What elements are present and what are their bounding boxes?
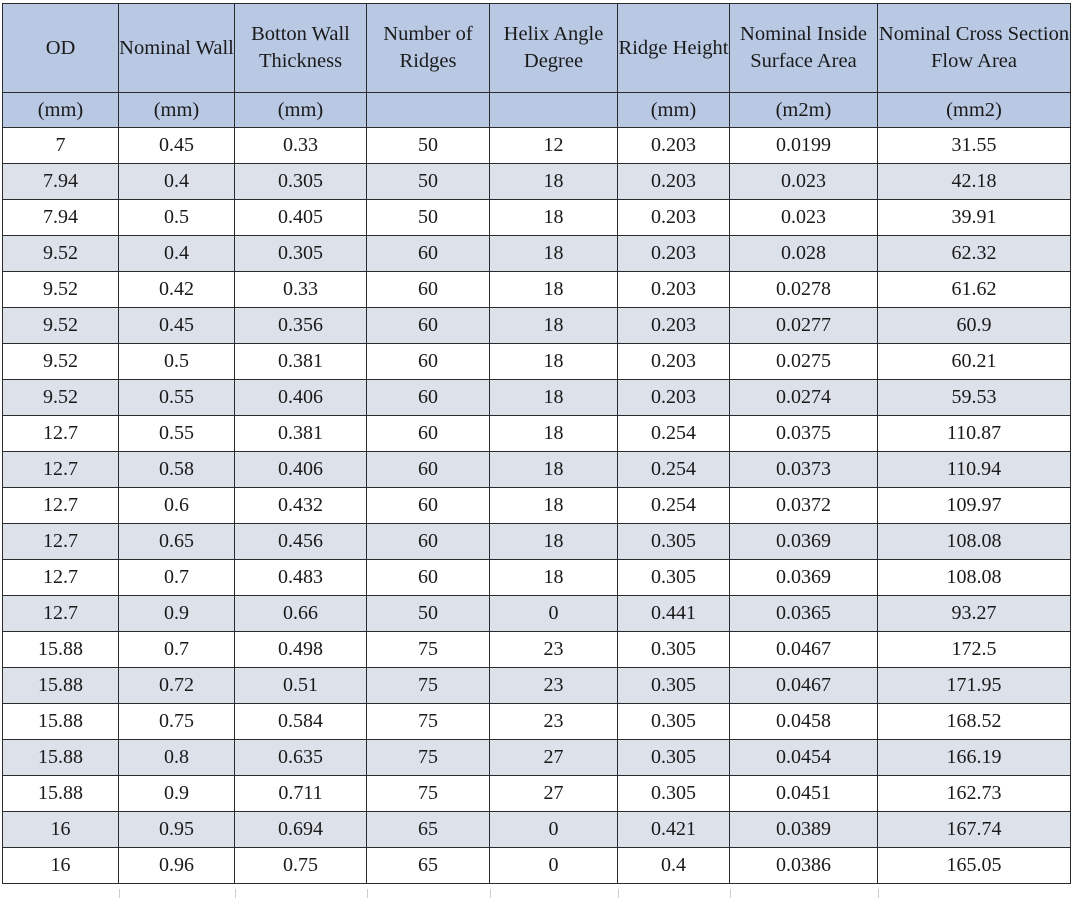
cell-bottom-wall-thickness: 0.406 [235, 380, 367, 416]
cell-bottom-wall-thickness: 0.51 [235, 668, 367, 704]
cell-inside-surface-area: 0.0369 [730, 524, 878, 560]
cell-nominal-wall: 0.9 [119, 596, 235, 632]
table-row [3, 632, 1071, 668]
spec-table [2, 3, 1071, 884]
cell-helix-angle: 18 [490, 272, 618, 308]
cell-od: 16 [3, 848, 119, 884]
cell-inside-surface-area: 0.0372 [730, 488, 878, 524]
grid-stub [367, 889, 368, 898]
cell-bottom-wall-thickness: 0.75 [235, 848, 367, 884]
cell-od: 12.7 [3, 488, 119, 524]
cell-od: 9.52 [3, 272, 119, 308]
cell-inside-surface-area: 0.0365 [730, 596, 878, 632]
cell-ridge-height: 0.203 [618, 164, 730, 200]
cell-od: 9.52 [3, 380, 119, 416]
table-row [3, 380, 1071, 416]
cell-helix-angle: 18 [490, 200, 618, 236]
cell-cross-section-flow-area: 162.73 [878, 776, 1071, 812]
cell-cross-section-flow-area: 110.87 [878, 416, 1071, 452]
cell-helix-angle: 23 [490, 632, 618, 668]
column-header-inside-surface-area: Nominal Inside Surface Area [730, 4, 878, 93]
cell-nominal-wall: 0.7 [119, 560, 235, 596]
cell-inside-surface-area: 0.0275 [730, 344, 878, 380]
table-row [3, 200, 1071, 236]
cell-bottom-wall-thickness: 0.405 [235, 200, 367, 236]
table-row [3, 812, 1071, 848]
cell-inside-surface-area: 0.0389 [730, 812, 878, 848]
cell-bottom-wall-thickness: 0.584 [235, 704, 367, 740]
unit-helix-angle [490, 93, 618, 128]
cell-nominal-wall: 0.4 [119, 236, 235, 272]
cell-helix-angle: 12 [490, 128, 618, 164]
cell-cross-section-flow-area: 31.55 [878, 128, 1071, 164]
cell-nominal-wall: 0.9 [119, 776, 235, 812]
cell-bottom-wall-thickness: 0.483 [235, 560, 367, 596]
cell-number-of-ridges: 60 [367, 452, 490, 488]
cell-helix-angle: 18 [490, 308, 618, 344]
column-header-ridge-height: Ridge Height [618, 4, 730, 93]
cell-nominal-wall: 0.55 [119, 416, 235, 452]
cell-inside-surface-area: 0.0277 [730, 308, 878, 344]
cell-ridge-height: 0.441 [618, 596, 730, 632]
table-row [3, 560, 1071, 596]
cell-inside-surface-area: 0.0467 [730, 632, 878, 668]
cell-cross-section-flow-area: 167.74 [878, 812, 1071, 848]
cell-inside-surface-area: 0.0369 [730, 560, 878, 596]
cell-number-of-ridges: 60 [367, 488, 490, 524]
cell-bottom-wall-thickness: 0.33 [235, 128, 367, 164]
grid-stub [730, 889, 731, 898]
cell-ridge-height: 0.254 [618, 416, 730, 452]
cell-number-of-ridges: 75 [367, 740, 490, 776]
table-row [3, 740, 1071, 776]
cell-cross-section-flow-area: 39.91 [878, 200, 1071, 236]
cell-bottom-wall-thickness: 0.305 [235, 164, 367, 200]
cell-bottom-wall-thickness: 0.305 [235, 236, 367, 272]
cell-ridge-height: 0.305 [618, 704, 730, 740]
cell-ridge-height: 0.203 [618, 128, 730, 164]
cell-number-of-ridges: 60 [367, 308, 490, 344]
cell-ridge-height: 0.305 [618, 632, 730, 668]
cell-inside-surface-area: 0.0467 [730, 668, 878, 704]
cell-ridge-height: 0.203 [618, 308, 730, 344]
cell-nominal-wall: 0.45 [119, 308, 235, 344]
cell-nominal-wall: 0.75 [119, 704, 235, 740]
cell-bottom-wall-thickness: 0.66 [235, 596, 367, 632]
cell-number-of-ridges: 75 [367, 632, 490, 668]
cell-bottom-wall-thickness: 0.711 [235, 776, 367, 812]
cell-nominal-wall: 0.7 [119, 632, 235, 668]
cell-ridge-height: 0.305 [618, 560, 730, 596]
cell-nominal-wall: 0.72 [119, 668, 235, 704]
cell-cross-section-flow-area: 172.5 [878, 632, 1071, 668]
cell-inside-surface-area: 0.023 [730, 200, 878, 236]
table-row [3, 128, 1071, 164]
cell-cross-section-flow-area: 59.53 [878, 380, 1071, 416]
cell-helix-angle: 0 [490, 848, 618, 884]
cell-helix-angle: 18 [490, 164, 618, 200]
column-header-nominal-wall: Nominal Wall [119, 4, 235, 93]
cell-od: 12.7 [3, 560, 119, 596]
cell-od: 12.7 [3, 452, 119, 488]
cell-od: 12.7 [3, 524, 119, 560]
cell-bottom-wall-thickness: 0.694 [235, 812, 367, 848]
cell-od: 9.52 [3, 236, 119, 272]
cell-number-of-ridges: 60 [367, 560, 490, 596]
cell-cross-section-flow-area: 166.19 [878, 740, 1071, 776]
column-header-od: OD [3, 4, 119, 93]
cell-cross-section-flow-area: 109.97 [878, 488, 1071, 524]
header-row [3, 4, 1071, 93]
grid-stub [878, 889, 879, 898]
cell-helix-angle: 18 [490, 524, 618, 560]
cell-cross-section-flow-area: 42.18 [878, 164, 1071, 200]
cell-ridge-height: 0.203 [618, 380, 730, 416]
table-row [3, 308, 1071, 344]
cell-cross-section-flow-area: 171.95 [878, 668, 1071, 704]
table-row [3, 524, 1071, 560]
cell-bottom-wall-thickness: 0.406 [235, 452, 367, 488]
cell-bottom-wall-thickness: 0.381 [235, 344, 367, 380]
table-row [3, 596, 1071, 632]
units-row [3, 93, 1071, 128]
cell-nominal-wall: 0.95 [119, 812, 235, 848]
cell-helix-angle: 18 [490, 344, 618, 380]
cell-inside-surface-area: 0.0375 [730, 416, 878, 452]
cell-inside-surface-area: 0.0386 [730, 848, 878, 884]
cell-od: 12.7 [3, 416, 119, 452]
cell-ridge-height: 0.203 [618, 344, 730, 380]
cell-nominal-wall: 0.96 [119, 848, 235, 884]
column-header-cross-section-flow-area: Nominal Cross Section Flow Area [878, 4, 1071, 93]
cell-number-of-ridges: 50 [367, 128, 490, 164]
cell-helix-angle: 23 [490, 704, 618, 740]
cell-od: 15.88 [3, 740, 119, 776]
unit-cross-section-flow-area: (mm2) [878, 93, 1071, 128]
cell-helix-angle: 27 [490, 776, 618, 812]
cell-ridge-height: 0.203 [618, 272, 730, 308]
cell-od: 7 [3, 128, 119, 164]
cell-ridge-height: 0.421 [618, 812, 730, 848]
grid-stub [235, 889, 236, 898]
cell-od: 15.88 [3, 632, 119, 668]
cell-number-of-ridges: 75 [367, 776, 490, 812]
cell-ridge-height: 0.305 [618, 776, 730, 812]
cell-helix-angle: 18 [490, 560, 618, 596]
table-row [3, 236, 1071, 272]
cell-od: 15.88 [3, 668, 119, 704]
cell-nominal-wall: 0.65 [119, 524, 235, 560]
table-row [3, 272, 1071, 308]
cell-nominal-wall: 0.55 [119, 380, 235, 416]
table-row [3, 344, 1071, 380]
cell-number-of-ridges: 60 [367, 380, 490, 416]
cell-bottom-wall-thickness: 0.381 [235, 416, 367, 452]
cell-helix-angle: 18 [490, 236, 618, 272]
cell-number-of-ridges: 75 [367, 704, 490, 740]
cell-cross-section-flow-area: 62.32 [878, 236, 1071, 272]
cell-inside-surface-area: 0.0274 [730, 380, 878, 416]
cell-nominal-wall: 0.42 [119, 272, 235, 308]
table-row [3, 416, 1071, 452]
cell-bottom-wall-thickness: 0.498 [235, 632, 367, 668]
table-row [3, 776, 1071, 812]
table-row [3, 704, 1071, 740]
cell-cross-section-flow-area: 61.62 [878, 272, 1071, 308]
cell-cross-section-flow-area: 60.9 [878, 308, 1071, 344]
cell-number-of-ridges: 60 [367, 272, 490, 308]
cell-helix-angle: 18 [490, 416, 618, 452]
cell-helix-angle: 0 [490, 596, 618, 632]
cell-bottom-wall-thickness: 0.456 [235, 524, 367, 560]
cell-od: 15.88 [3, 776, 119, 812]
cell-od: 12.7 [3, 596, 119, 632]
cell-number-of-ridges: 65 [367, 848, 490, 884]
cell-number-of-ridges: 60 [367, 416, 490, 452]
cell-bottom-wall-thickness: 0.432 [235, 488, 367, 524]
unit-inside-surface-area: (m2m) [730, 93, 878, 128]
cell-cross-section-flow-area: 110.94 [878, 452, 1071, 488]
cell-od: 9.52 [3, 344, 119, 380]
table-row [3, 164, 1071, 200]
column-header-helix-angle: Helix Angle Degree [490, 4, 618, 93]
cell-inside-surface-area: 0.0278 [730, 272, 878, 308]
cell-inside-surface-area: 0.0458 [730, 704, 878, 740]
cell-inside-surface-area: 0.0454 [730, 740, 878, 776]
cell-number-of-ridges: 60 [367, 344, 490, 380]
cell-helix-angle: 0 [490, 812, 618, 848]
cell-ridge-height: 0.305 [618, 524, 730, 560]
cell-number-of-ridges: 50 [367, 596, 490, 632]
unit-bottom-wall-thickness: (mm) [235, 93, 367, 128]
column-header-bottom-wall-thickness: Botton Wall Thickness [235, 4, 367, 93]
cell-cross-section-flow-area: 60.21 [878, 344, 1071, 380]
cell-number-of-ridges: 60 [367, 236, 490, 272]
grid-stub [119, 889, 120, 898]
cell-inside-surface-area: 0.0373 [730, 452, 878, 488]
cell-ridge-height: 0.305 [618, 668, 730, 704]
cell-nominal-wall: 0.6 [119, 488, 235, 524]
cell-inside-surface-area: 0.0451 [730, 776, 878, 812]
cell-nominal-wall: 0.5 [119, 200, 235, 236]
cell-ridge-height: 0.305 [618, 740, 730, 776]
cell-ridge-height: 0.254 [618, 488, 730, 524]
unit-ridge-height: (mm) [618, 93, 730, 128]
cell-cross-section-flow-area: 168.52 [878, 704, 1071, 740]
table-row [3, 452, 1071, 488]
cell-nominal-wall: 0.5 [119, 344, 235, 380]
cell-number-of-ridges: 60 [367, 524, 490, 560]
column-header-number-of-ridges: Number of Ridges [367, 4, 490, 93]
cell-ridge-height: 0.4 [618, 848, 730, 884]
cell-ridge-height: 0.203 [618, 200, 730, 236]
cell-helix-angle: 18 [490, 380, 618, 416]
cell-cross-section-flow-area: 108.08 [878, 524, 1071, 560]
cell-number-of-ridges: 50 [367, 164, 490, 200]
table-row [3, 668, 1071, 704]
cell-number-of-ridges: 75 [367, 668, 490, 704]
cell-inside-surface-area: 0.023 [730, 164, 878, 200]
cell-od: 9.52 [3, 308, 119, 344]
cell-helix-angle: 18 [490, 452, 618, 488]
cell-nominal-wall: 0.4 [119, 164, 235, 200]
table-body [3, 128, 1071, 884]
cell-bottom-wall-thickness: 0.356 [235, 308, 367, 344]
cell-ridge-height: 0.203 [618, 236, 730, 272]
grid-stub [618, 889, 619, 898]
cell-helix-angle: 27 [490, 740, 618, 776]
table-row [3, 488, 1071, 524]
cell-bottom-wall-thickness: 0.635 [235, 740, 367, 776]
cell-nominal-wall: 0.8 [119, 740, 235, 776]
cell-cross-section-flow-area: 165.05 [878, 848, 1071, 884]
cell-cross-section-flow-area: 93.27 [878, 596, 1071, 632]
unit-nominal-wall: (mm) [119, 93, 235, 128]
cell-ridge-height: 0.254 [618, 452, 730, 488]
cell-od: 15.88 [3, 704, 119, 740]
cell-od: 7.94 [3, 200, 119, 236]
unit-number-of-ridges [367, 93, 490, 128]
grid-stub [490, 889, 491, 898]
cell-inside-surface-area: 0.0199 [730, 128, 878, 164]
cell-number-of-ridges: 65 [367, 812, 490, 848]
cell-cross-section-flow-area: 108.08 [878, 560, 1071, 596]
cell-nominal-wall: 0.58 [119, 452, 235, 488]
cell-helix-angle: 23 [490, 668, 618, 704]
cell-helix-angle: 18 [490, 488, 618, 524]
cell-bottom-wall-thickness: 0.33 [235, 272, 367, 308]
unit-od: (mm) [3, 93, 119, 128]
cell-nominal-wall: 0.45 [119, 128, 235, 164]
cell-od: 16 [3, 812, 119, 848]
cell-od: 7.94 [3, 164, 119, 200]
table-row [3, 848, 1071, 884]
cell-inside-surface-area: 0.028 [730, 236, 878, 272]
cell-number-of-ridges: 50 [367, 200, 490, 236]
